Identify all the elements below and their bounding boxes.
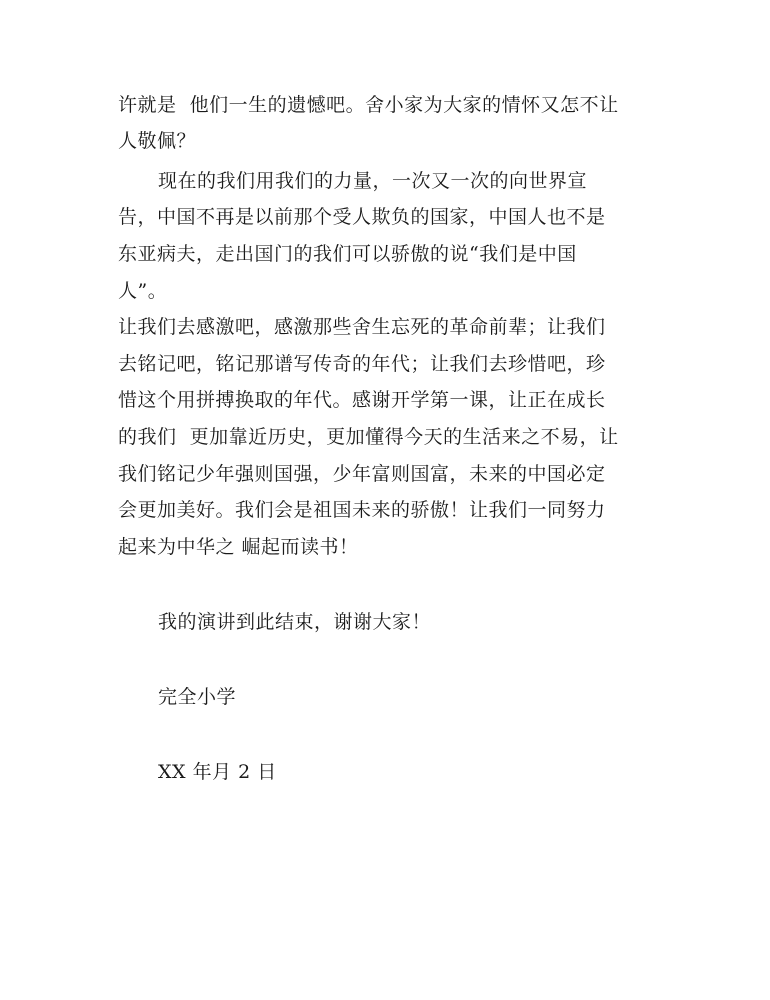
body-line: 人敬佩？ bbox=[118, 130, 197, 152]
body-line: 人”。 bbox=[118, 280, 168, 302]
body-line: 惜这个用拼搏换取的年代。感谢开学第一课，让正在成长 bbox=[118, 389, 606, 411]
body-line: 我们铭记少年强则国强，少年富则国富，未来的中国必定 bbox=[118, 463, 606, 485]
school-name: 完全小学 bbox=[158, 686, 237, 708]
body-line: 告，中国不再是以前那个受人欺负的国家，中国人也不是 bbox=[118, 206, 606, 228]
body-line: 起来为中华之 崛起而读书！ bbox=[118, 536, 359, 558]
body-line: 会更加美好。我们会是祖国未来的骄傲！让我们一同努力 bbox=[118, 499, 606, 521]
date-line: XX 年月 2 日 bbox=[158, 761, 277, 783]
body-line: 去铭记吧，铭记那谱写传奇的年代；让我们去珍惜吧，珍 bbox=[118, 353, 606, 375]
closing-line: 我的演讲到此结束，谢谢大家！ bbox=[158, 611, 432, 633]
body-line: 让我们去感激吧，感激那些舍生忘死的革命前辈；让我们 bbox=[118, 316, 606, 338]
body-line: 现在的我们用我们的力量，一次又一次的向世界宣 bbox=[158, 170, 588, 192]
body-line: 许就是 他们一生的遗憾吧。舍小家为大家的情怀又怎不让 bbox=[118, 94, 619, 116]
body-line: 东亚病夫，走出国门的我们可以骄傲的说“我们是中国 bbox=[118, 243, 577, 265]
body-line: 的我们 更加靠近历史，更加懂得今天的生活来之不易，让 bbox=[118, 426, 619, 448]
